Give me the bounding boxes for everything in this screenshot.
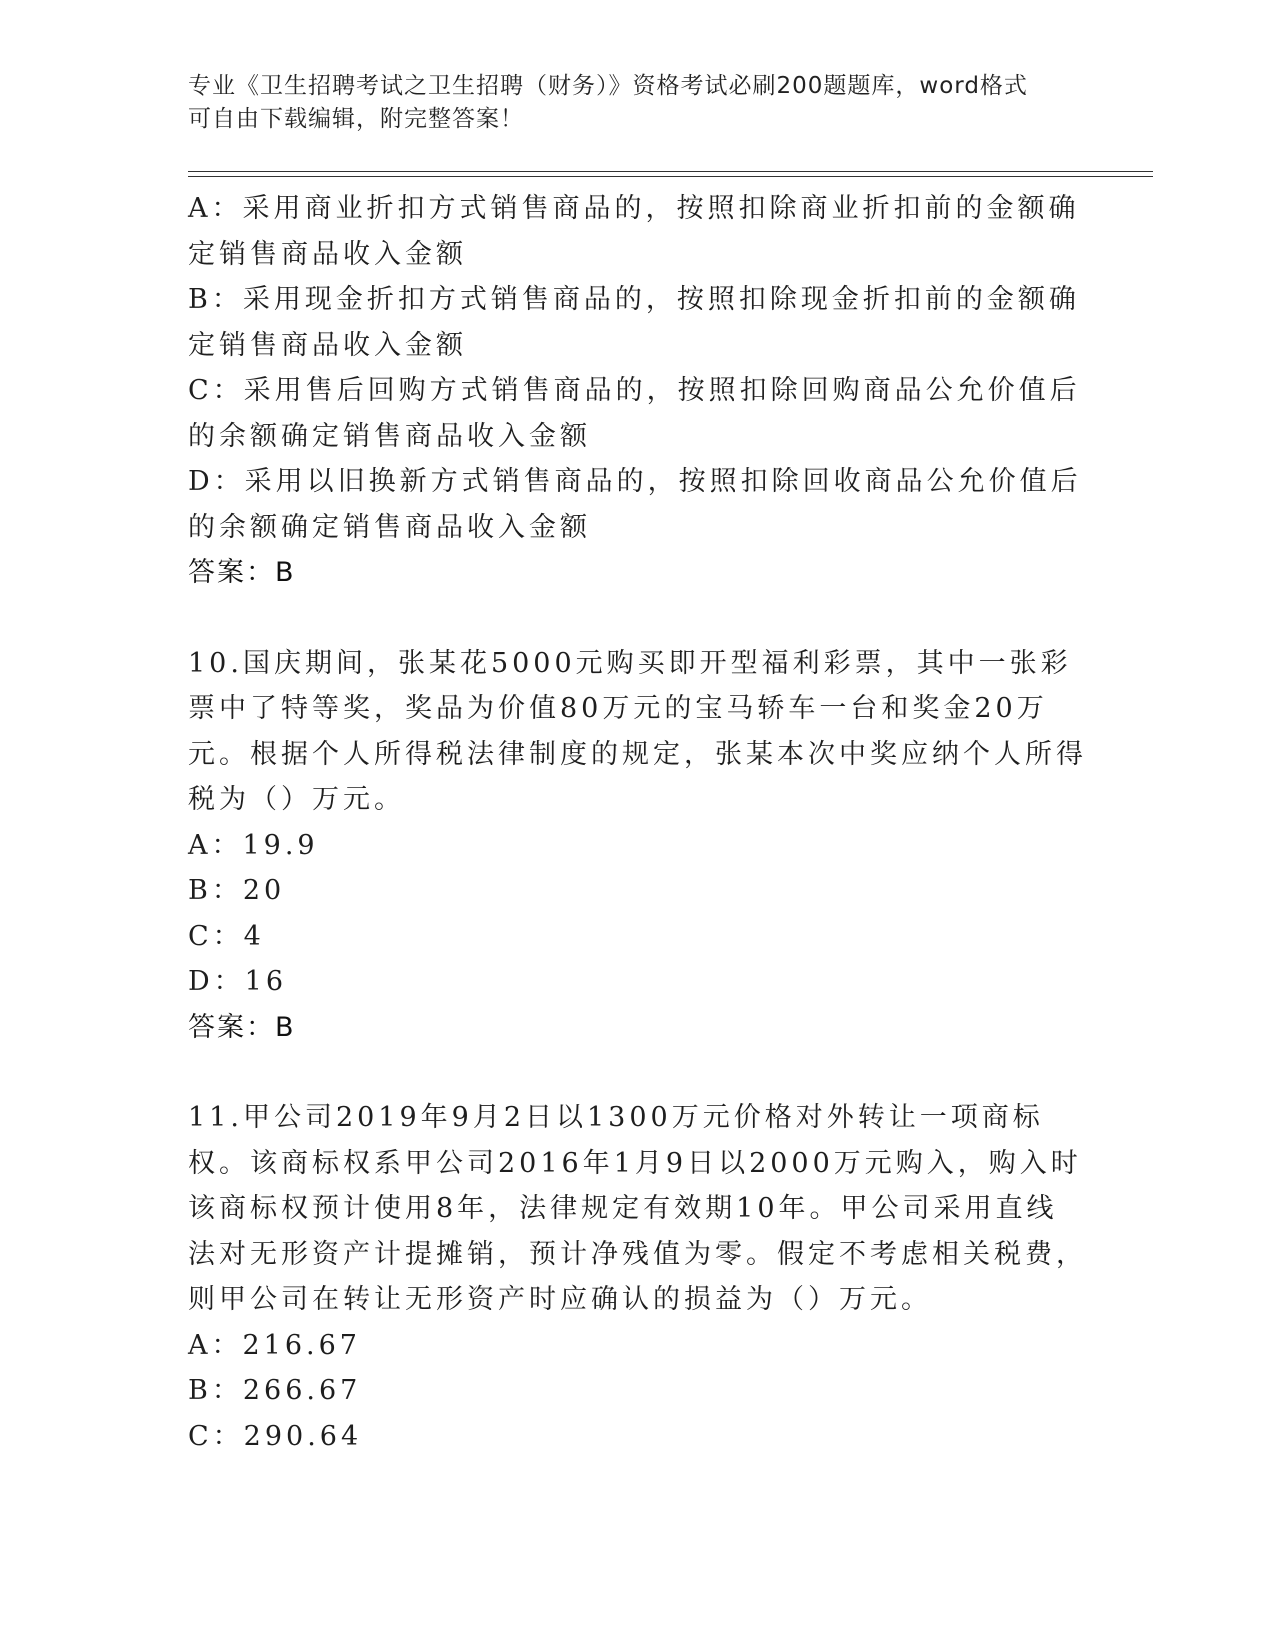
q10-option-a: A：19.9 — [188, 829, 319, 861]
q10-option-b: B：20 — [188, 875, 286, 906]
header-rule-bottom — [188, 176, 1153, 177]
q11-option-b: B：266.67 — [188, 1375, 362, 1406]
q9-option-b: B：采用现金折扣方式销售商品的，按照扣除现金折扣前的金额确定销售商品收入金额 — [188, 284, 1080, 361]
question-10 — [188, 641, 1088, 1051]
question-content — [188, 186, 1088, 1459]
q11-stem: 11.甲公司2019年9月2日以1300万元价格对外转让一项商标权。该商标权系甲公司2016年1月9日以2000万元购入，购入时该商标权预计使用8年，法律规定有效期10年。甲公司采用直线法对无形资产计提摊销，预计净残值为零。假定不考虑相关税费，则甲公司在转让无形资产时应确认的损益为（）万元。 — [188, 1102, 1087, 1315]
q11-option-c: C：290.64 — [188, 1420, 363, 1452]
q11-option-a: A：216.67 — [188, 1329, 361, 1361]
question-9 — [188, 186, 1088, 596]
q9-option-c: C：采用售后回购方式销售商品的，按照扣除回购商品公允价值后的余额确定销售商品收入金额 — [188, 375, 1081, 452]
q9-option-d: D：采用以旧换新方式销售商品的，按照扣除回收商品公允价值后的余额确定销售商品收入金额 — [188, 466, 1082, 543]
header-title-line-1: 专业《卫生招聘考试之卫生招聘（财务）》资格考试必刷200题题库，word格式 — [188, 73, 1028, 99]
page-header — [188, 70, 1068, 136]
header-rule-top — [188, 171, 1153, 172]
q9-answer: 答案：B — [188, 557, 296, 588]
q9-option-a: A：采用商业折扣方式销售商品的，按照扣除商业折扣前的金额确定销售商品收入金额 — [188, 193, 1080, 270]
q10-option-d: D：16 — [188, 966, 288, 997]
q10-stem: 10.国庆期间，张某花5000元购买即开型福利彩票，其中一张彩票中了特等奖，奖品为价值80万元的宝马轿车一台和奖金20万元。根据个人所得税法律制度的规定，张某本次中奖应纳个人所得税为（）万元。 — [188, 647, 1087, 815]
question-spacer — [188, 596, 1088, 641]
header-title-line-2: 可自由下载编辑，附完整答案！ — [188, 106, 524, 132]
question-spacer — [188, 1050, 1088, 1095]
question-11 — [188, 1095, 1088, 1459]
q10-option-c: C：4 — [188, 920, 265, 952]
q10-answer: 答案：B — [188, 1011, 296, 1043]
